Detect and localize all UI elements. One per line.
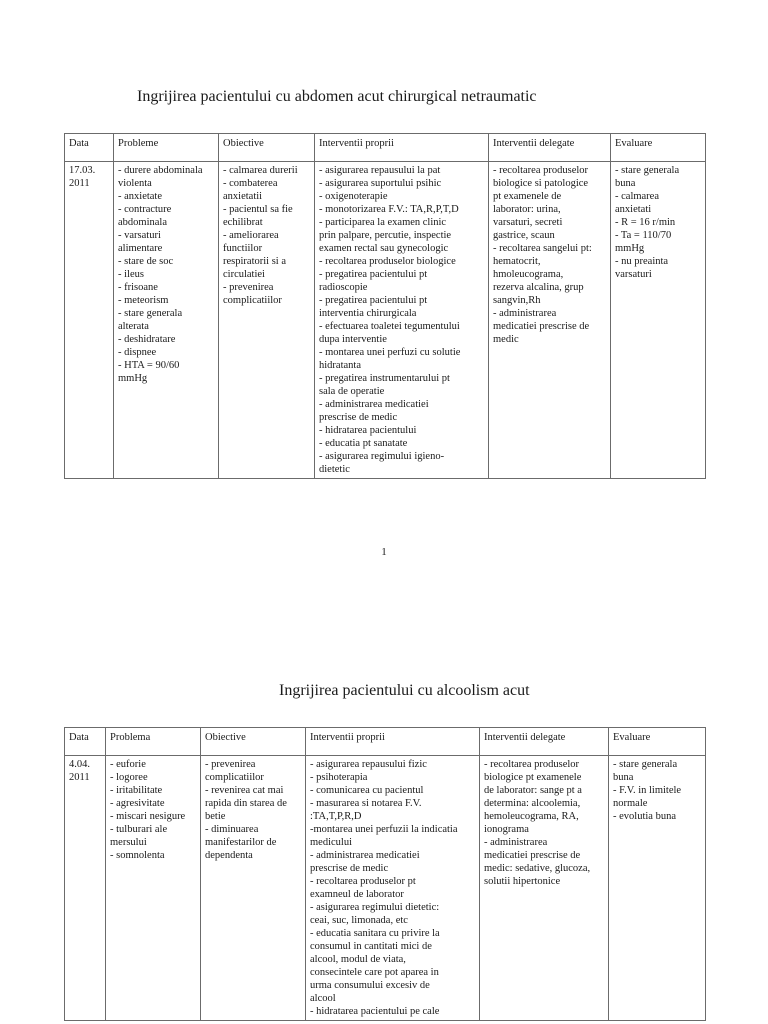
header-evaluare: Evaluare	[611, 134, 706, 162]
cell-interventii-proprii: - asigurarea repausului fizic - psihoterapia - comunicarea cu pacientul - masurarea si notarea F.V. :TA,T,P,R,D -montarea unei perfuzii la indicatia medicului - administrarea medicatiei prescrise de medic - recoltarea produselor pt examneul de laborator - asigurarea regimului dietetic: ceai, suc, limonada, etc - educatia sanitara cu privire la consumul in cantitati mici de alcool, modul de viata, consecintele care pot aparea in urma consumului excesiv de alcool - hidratarea pacientului pe cale	[306, 756, 480, 1021]
header-interventii-proprii: Interventii proprii	[306, 728, 480, 756]
cell-evaluare: - stare generala buna - calmarea anxietati - R = 16 r/min - Ta = 110/70 mmHg - nu preainta varsaturi	[611, 162, 706, 479]
page-number: 1	[381, 546, 387, 558]
cell-obiective: - calmarea durerii - combaterea anxietatii - pacientul sa fie echilibrat - ameliorarea functiilor respiratorii si a circulatiei - prevenirea complicatiilor	[219, 162, 315, 479]
page-title: Ingrijirea pacientului cu abdomen acut chirurgical netraumatic	[137, 88, 537, 105]
cell-probleme: - durere abdominala violenta - anxietate - contracture abdominala - varsaturi alimentare - stare de soc - ileus - frisoane - meteorism - stare generala alterata - deshidratare - dispnee - HTA = 90/60 mmHg	[114, 162, 219, 479]
cell-interventii-delegate: - recoltarea produselor biologice si patologice pt examenele de laborator: urina, varsaturi, secreti gastrice, scaun - recoltarea sangelui pt: hematocrit, hmoleucograma, rezerva alcalina, grup sangvin,Rh - administrarea medicatiei prescrise de medic	[489, 162, 611, 479]
table-header-row	[65, 134, 706, 162]
header-obiective: Obiective	[201, 728, 306, 756]
table-row	[65, 756, 706, 1021]
cell-data: 17.03. 2011	[65, 162, 114, 479]
header-interventii-proprii: Interventii proprii	[315, 134, 489, 162]
page-title: Ingrijirea pacientului cu alcoolism acut	[279, 682, 530, 699]
table-row	[65, 162, 706, 479]
table-header-row	[65, 728, 706, 756]
header-problema: Problema	[106, 728, 201, 756]
cell-data: 4.04. 2011	[65, 756, 106, 1021]
header-probleme: Probleme	[114, 134, 219, 162]
header-evaluare: Evaluare	[609, 728, 706, 756]
cell-interventii-proprii: - asigurarea repausului la pat - asigurarea suportului psihic - oxigenoterapie - monotorizarea F.V.: TA,R,P,T,D - participarea la examen clinic prin palpare, percutie, inspectie examen rectal sau gynecologic - recoltarea produselor biologice - pregatirea pacientului pt radioscopie - pregatirea pacientului pt interventia chirurgicala - efectuarea toaletei tegumentului dupa interventie - montarea unei perfuzi cu solutie hidratanta - pregatirea instrumentarului pt sala de operatie - administrarea medicatiei prescrise de medic - hidratarea pacientului - educatia pt sanatate - asigurarea regimului igieno- dietetic	[315, 162, 489, 479]
cell-obiective: - prevenirea complicatiilor - revenirea cat mai rapida din starea de betie - diminuarea manifestarilor de dependenta	[201, 756, 306, 1021]
care-plan-table	[64, 133, 706, 479]
cell-probleme: - euforie - logoree - iritabilitate - agresivitate - miscari nesigure - tulburari ale mersului - somnolenta	[106, 756, 201, 1021]
header-data: Data	[65, 728, 106, 756]
cell-interventii-delegate: - recoltarea produselor biologice pt examenele de laborator: sange pt a determina: alcoolemia, hemoleucograma, RA, ionograma - administrarea medicatiei prescrise de medic: sedative, glucoza, solutii hipertonice	[480, 756, 609, 1021]
header-interventii-delegate: Interventii delegate	[489, 134, 611, 162]
header-interventii-delegate: Interventii delegate	[480, 728, 609, 756]
cell-evaluare: - stare generala buna - F.V. in limitele normale - evolutia buna	[609, 756, 706, 1021]
header-data: Data	[65, 134, 114, 162]
care-plan-table	[64, 727, 706, 1021]
header-obiective: Obiective	[219, 134, 315, 162]
